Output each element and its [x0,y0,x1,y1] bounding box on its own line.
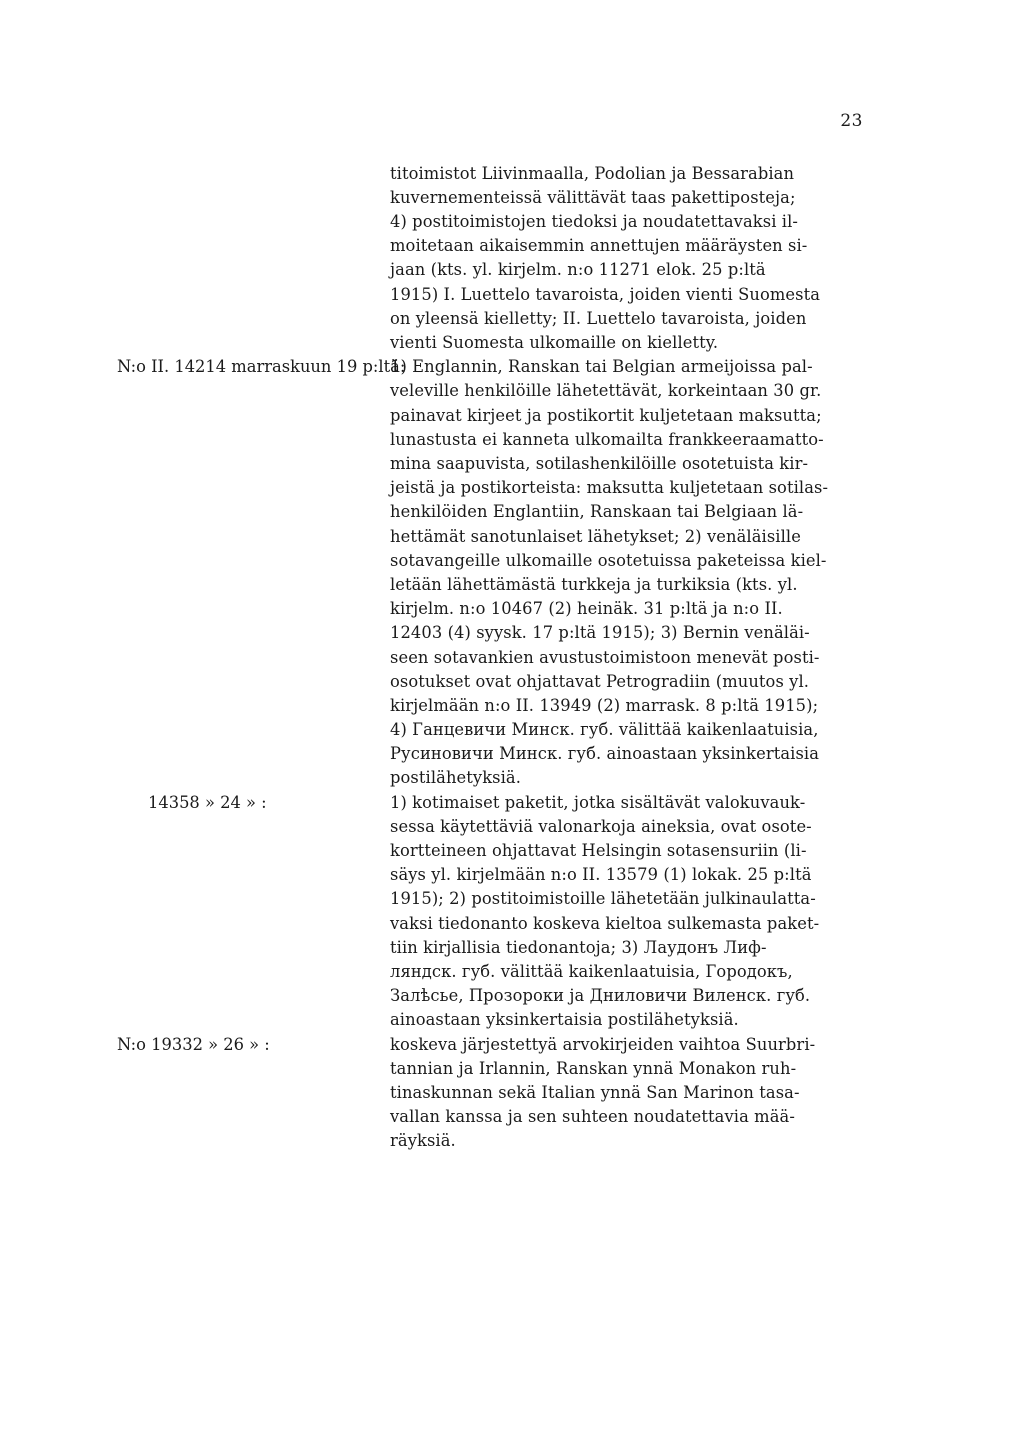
paragraph-2-line-11: kirjelm. n:o 10467 (2) heinäk. 31 p:ltä ja n:o II. [390,599,783,618]
paragraph-4-line-2: tannian ja Irlannin, Ranskan ynnä Monakon ruh- [390,1059,797,1078]
entry-marker-19332: N:o 19332 » 26 » : [117,1035,270,1054]
paragraph-1-line-8: vienti Suomesta ulkomaille on kielletty. [390,333,719,352]
paragraph-1-line-7: on yleensä kielletty; II. Luettelo tavaroista, joiden [390,309,807,328]
paragraph-2-line-14: osotukset ovat ohjattavat Petrogradiin (muutos yl. [390,672,810,691]
paragraph-2-line-18: postilähetyksiä. [390,768,522,787]
paragraph-2-line-8: hettämät sanotunlaiset lähetykset; 2) venäläisille [390,527,801,546]
paragraph-3-line-3: kortteineen ohjattavat Helsingin sotasensuriin (li- [390,841,807,860]
paragraph-3-line-9: Залѣсье, Прозороки ja Дниловичи Виленск. губ. [390,986,811,1005]
paragraph-4-line-4: vallan kanssa ja sen suhteen noudatettavia mää- [390,1107,795,1126]
paragraph-2-line-13: seen sotavankien avustustoimistoon menevät posti- [390,648,820,667]
paragraph-4-line-3: tinaskunnan sekä Italian ynnä San Marinon tasa- [390,1083,800,1102]
page-number: 23 [840,111,863,131]
paragraph-4-line-5: räyksiä. [390,1131,456,1150]
paragraph-3-line-10: ainoastaan yksinkertaisia postilähetyksiä. [390,1010,739,1029]
paragraph-3-line-8: ляндск. губ. välittää kaikenlaatuisia, Городокъ, [390,962,793,981]
paragraph-2-line-15: kirjelmään n:o II. 13949 (2) marrask. 8 p:ltä 1915); [390,696,819,715]
paragraph-1-line-4: moitetaan aikaisemmin annettujen määräysten si- [390,236,808,255]
entry-marker-14358: 14358 » 24 » : [148,793,267,812]
paragraph-3-line-1: 1) kotimaiset paketit, jotka sisältävät valokuvauk- [390,793,806,812]
paragraph-1-line-6: 1915) I. Luettelo tavaroista, joiden vienti Suomesta [390,285,821,304]
paragraph-2-line-3: painavat kirjeet ja postikortit kuljetetaan maksutta; [390,406,822,425]
paragraph-1-line-1: titoimistot Liivinmaalla, Podolian ja Bessarabian [390,164,795,183]
paragraph-3-line-2: sessa käytettäviä valonarkoja aineksia, ovat osote- [390,817,812,836]
paragraph-2-line-9: sotavangeille ulkomaille osotetuissa paketeissa kiel- [390,551,827,570]
paragraph-1-line-5: jaan (kts. yl. kirjelm. n:o 11271 elok. 25 p:ltä [390,260,766,279]
paragraph-2-line-12: 12403 (4) syysk. 17 p:ltä 1915); 3) Bernin venäläi- [390,623,810,642]
paragraph-2-line-10: letään lähettämästä turkkeja ja turkiksia (kts. yl. [390,575,798,594]
paragraph-2-line-4: lunastusta ei kanneta ulkomailta frankkeeraamatto- [390,430,824,449]
paragraph-1-line-2: kuvernementeissä välittävät taas pakettiposteja; [390,188,796,207]
paragraph-3-line-7: tiin kirjallisia tiedonantoja; 3) Лаудонъ Лиф- [390,938,767,957]
paragraph-1-line-3: 4) postitoimistojen tiedoksi ja noudatettavaksi il- [390,212,798,231]
paragraph-3-line-5: 1915); 2) postitoimistoille lähetetään julkinaulatta- [390,889,816,908]
paragraph-2-line-5: mina saapuvista, sotilashenkilöille osotetuista kir- [390,454,809,473]
paragraph-2-line-6: jeistä ja postikorteista: maksutta kuljetetaan sotilas- [390,478,829,497]
paragraph-2-line-1: 1) Englannin, Ranskan tai Belgian armeijoissa pal- [390,357,813,376]
entry-marker-14214: N:o II. 14214 marraskuun 19 p:ltä: [117,357,406,376]
paragraph-3-line-6: vaksi tiedonanto koskeva kieltoa sulkemasta paket- [390,914,820,933]
paragraph-3-line-4: säys yl. kirjelmään n:o II. 13579 (1) lokak. 25 p:ltä [390,865,812,884]
paragraph-2-line-2: veleville henkilöille lähetettävät, korkeintaan 30 gr. [390,381,822,400]
paragraph-4-line-1: koskeva järjestettyä arvokirjeiden vaihtoa Suurbri- [390,1035,816,1054]
paragraph-2-line-7: henkilöiden Englantiin, Ranskaan tai Belgiaan lä- [390,502,804,521]
paragraph-2-line-16: 4) Ганцевичи Минск. губ. välittää kaikenlaatuisia, [390,720,819,739]
paragraph-2-line-17: Русиновичи Минск. губ. ainoastaan yksinkertaisia [390,744,820,763]
